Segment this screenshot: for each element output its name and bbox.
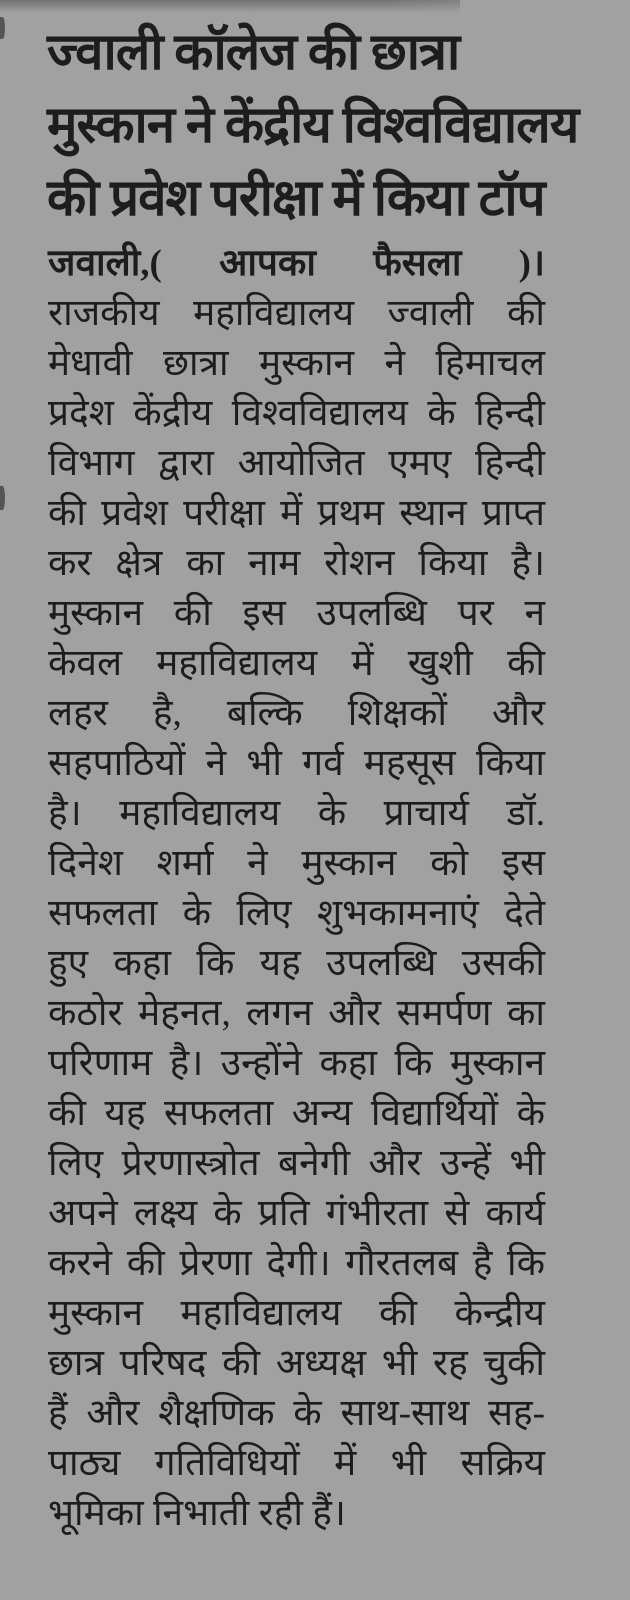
- body-line: हुए कहा कि यह उपलब्धि उसकी: [48, 943, 545, 984]
- body-line: दिनेश शर्मा ने मुस्कान को इस: [48, 843, 545, 884]
- headline-line-1: ज्वाली कॉलेज की छात्रा: [47, 25, 460, 81]
- dateline: जवाली,( आपका फैसला )।: [48, 243, 545, 284]
- body-line: है। महाविद्यालय के प्राचार्य डॉ.: [48, 793, 545, 834]
- body-line: विभाग द्वारा आयोजित एमए हिन्दी: [48, 443, 545, 484]
- body-line: मुस्कान की इस उपलब्धि पर न: [48, 593, 545, 634]
- body-line: लिए प्रेरणास्त्रोत बनेगी और उन्हें भी: [48, 1143, 545, 1184]
- body-line: सहपाठियों ने भी गर्व महसूस किया: [48, 743, 545, 784]
- body-line-last: भूमिका निभाती रही हैं।: [48, 1493, 346, 1534]
- body-line: कर क्षेत्र का नाम रोशन किया है।: [48, 543, 545, 584]
- body-line: पाठ्य गतिविधियों में भी सक्रिय: [48, 1443, 545, 1484]
- scan-shadow-top: [0, 0, 460, 13]
- body-line: हैं और शैक्षणिक के साथ-साथ सह-: [48, 1393, 545, 1434]
- body-line: मुस्कान महाविद्यालय की केन्द्रीय: [48, 1293, 545, 1334]
- body-line: केवल महाविद्यालय में खुशी की: [48, 643, 545, 684]
- body-line: लहर है, बल्कि शिक्षकों और: [48, 693, 545, 734]
- body-line: प्रदेश केंद्रीय विश्वविद्यालय के हिन्दी: [48, 393, 545, 434]
- article-headline: [47, 18, 607, 237]
- scan-edge-artifact: [0, 17, 5, 39]
- scan-shadow-top-fade: [380, 0, 630, 13]
- body-line: करने की प्रेरणा देगी। गौरतलब है कि: [48, 1243, 545, 1284]
- body-line: मेधावी छात्रा मुस्कान ने हिमाचल: [48, 343, 545, 384]
- article-body: [48, 239, 545, 1539]
- headline-line-2: मुस्कान ने केंद्रीय विश्वविद्यालय: [47, 98, 579, 154]
- body-line: राजकीय महाविद्यालय ज्वाली की: [48, 293, 545, 334]
- body-line: छात्र परिषद की अध्यक्ष भी रह चुकी: [48, 1343, 545, 1384]
- body-line: परिणाम है। उन्होंने कहा कि मुस्कान: [48, 1043, 545, 1084]
- headline-line-3: की प्रवेश परीक्षा में किया टॉप: [47, 171, 545, 227]
- body-line: अपने लक्ष्य के प्रति गंभीरता से कार्य: [48, 1193, 545, 1234]
- body-line: की यह सफलता अन्य विद्यार्थियों के: [48, 1093, 545, 1134]
- body-line: सफलता के लिए शुभकामनाएं देते: [48, 893, 545, 934]
- scan-edge-artifact: [0, 486, 5, 510]
- body-line: कठोर मेहनत, लगन और समर्पण का: [48, 993, 545, 1034]
- body-line: की प्रवेश परीक्षा में प्रथम स्थान प्राप्त: [48, 493, 545, 534]
